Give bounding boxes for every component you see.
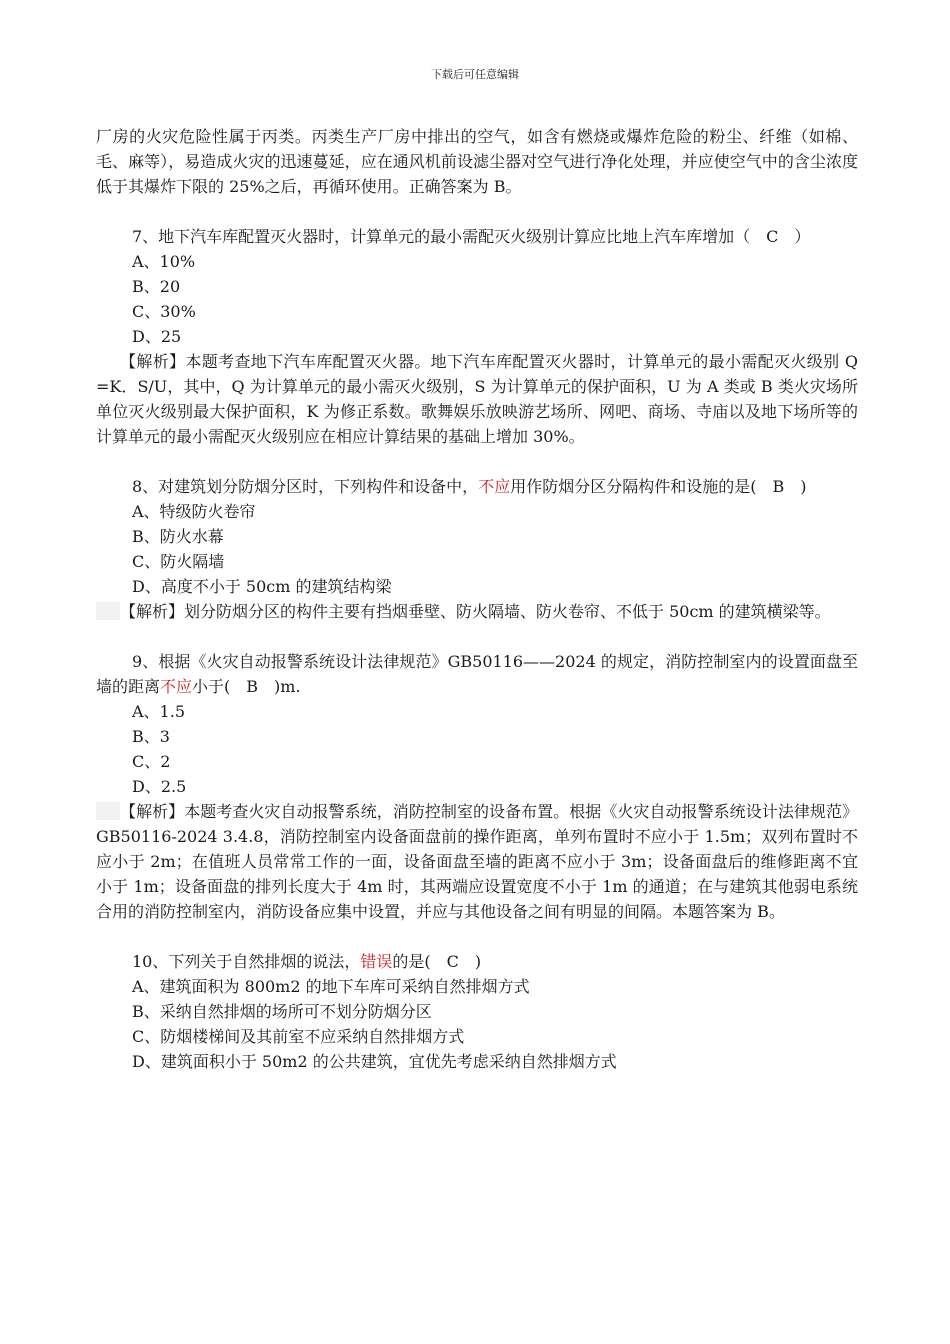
document-body: [96, 124, 858, 1074]
question-9-option-c: C、2: [132, 752, 171, 771]
question-10: [96, 949, 858, 1074]
question-8: [96, 474, 858, 624]
question-10-highlight: 错误: [360, 952, 393, 971]
question-8-analysis-text: 【解析】划分防烟分区的构件主要有挡烟垂壁、防火隔墙、防火卷帘、不低于 50cm 的建筑横梁等。: [120, 602, 831, 621]
page-header: 下载后可任意编辑: [431, 68, 519, 81]
intro-paragraph: 厂房的火灾危险性属于丙类。丙类生产厂房中排出的空气，如含有燃烧或爆炸危险的粉尘、纤维（如棉、毛、麻等），易造成火灾的迅速蔓延，应在通风机前设滤尘器对空气进行净化处理，并应使空气中的含尘浓度低于其爆炸下限的 25%之后，再循环使用。正确答案为 B。: [96, 127, 858, 196]
question-9-option-b: B、3: [132, 727, 170, 746]
question-10-option-c: C、防烟楼梯间及其前室不应采纳自然排烟方式: [132, 1027, 465, 1046]
question-9-text-post: 小于( B )m.: [192, 677, 301, 696]
question-9-analysis-text: 【解析】本题考查火灾自动报警系统，消防控制室的设备布置。根据《火灾自动报警系统设计法律规范》GB50116-2024 3.4.8，消防控制室内设备面盘前的操作距离，单列布置时不应小于 1.5m；双列布置时不应小于 2m；在值班人员常常工作的一面，设备面盘至墙的距离不应小于 3m；设备面盘后的维修距离不宜小于 1m；设备面盘的排列长度大于 4m 时，其两端应设置宽度不小于 1m 的通道；在与建筑其他弱电系统合用的消防控制室内，消防设备应集中设置，并应与其他设备之间有明显的间隔。本题答案为 B。: [96, 802, 858, 921]
question-9-option-d: D、2.5: [132, 777, 187, 796]
spacer: [96, 924, 858, 949]
question-8-text-post: 用作防烟分区分隔构件和设施的是( B ): [510, 477, 807, 496]
question-9-text: [96, 649, 858, 699]
shaded-marker: [96, 602, 120, 620]
question-10-text-post: 的是( C ): [392, 952, 482, 971]
question-7-option-a: A、10%: [132, 252, 196, 271]
question-9-highlight: 不应: [160, 677, 193, 696]
question-7-analysis: 【解析】本题考查地下汽车库配置灭火器。地下汽车库配置灭火器时，计算单元的最小需配灭火级别 Q =K．S/U，其中，Q 为计算单元的最小需灭火级别，S 为计算单元的保护面积，U 为 A 类或 B 类火灾场所单位灭火级别最大保护面积，K 为修正系数。歌舞娱乐放映游艺场所、网吧、商场、寺庙以及地下场所等的计算单元的最小需配灭火级别应在相应计算结果的基础上增加 30%。: [96, 352, 858, 446]
shaded-marker: [96, 802, 120, 820]
question-8-text: [96, 474, 858, 499]
question-9-option-a: A、1.5: [132, 702, 186, 721]
question-7-text: 7、地下汽车库配置灭火器时，计算单元的最小需配灭火级别计算应比地上汽车库增加（ C ）: [132, 227, 811, 246]
question-7-option-d: D、25: [132, 327, 182, 346]
question-10-text-pre: 10、下列关于自然排烟的说法，: [132, 952, 361, 971]
question-9-text-pre: 9、根据《火灾自动报警系统设计法律规范》GB50116——2024 的规定，消防控制室内的设置面盘至墙的距离: [96, 652, 858, 696]
question-9: [96, 649, 858, 924]
question-7-option-b: B、20: [132, 277, 181, 296]
question-8-highlight: 不应: [478, 477, 511, 496]
question-8-option-d: D、高度不小于 50cm 的建筑结构梁: [132, 577, 392, 596]
question-10-option-a: A、建筑面积为 800m2 的地下车库可采纳自然排烟方式: [132, 977, 530, 996]
question-10-option-d: D、建筑面积小于 50m2 的公共建筑，宜优先考虑采纳自然排烟方式: [132, 1052, 617, 1071]
question-8-option-b: B、防火水幕: [132, 527, 224, 546]
question-8-text-pre: 8、对建筑划分防烟分区时，下列构件和设备中，: [132, 477, 479, 496]
question-8-option-a: A、特级防火卷帘: [132, 502, 256, 521]
question-7: [96, 224, 858, 449]
spacer: [96, 449, 858, 474]
question-9-analysis: [96, 799, 858, 924]
spacer: [96, 624, 858, 649]
question-10-option-b: B、采纳自然排烟的场所可不划分防烟分区: [132, 1002, 432, 1021]
question-7-option-c: C、30%: [132, 302, 196, 321]
question-10-text: [96, 949, 858, 974]
question-8-analysis: [96, 599, 858, 624]
spacer: [96, 199, 858, 224]
question-8-option-c: C、防火隔墙: [132, 552, 225, 571]
